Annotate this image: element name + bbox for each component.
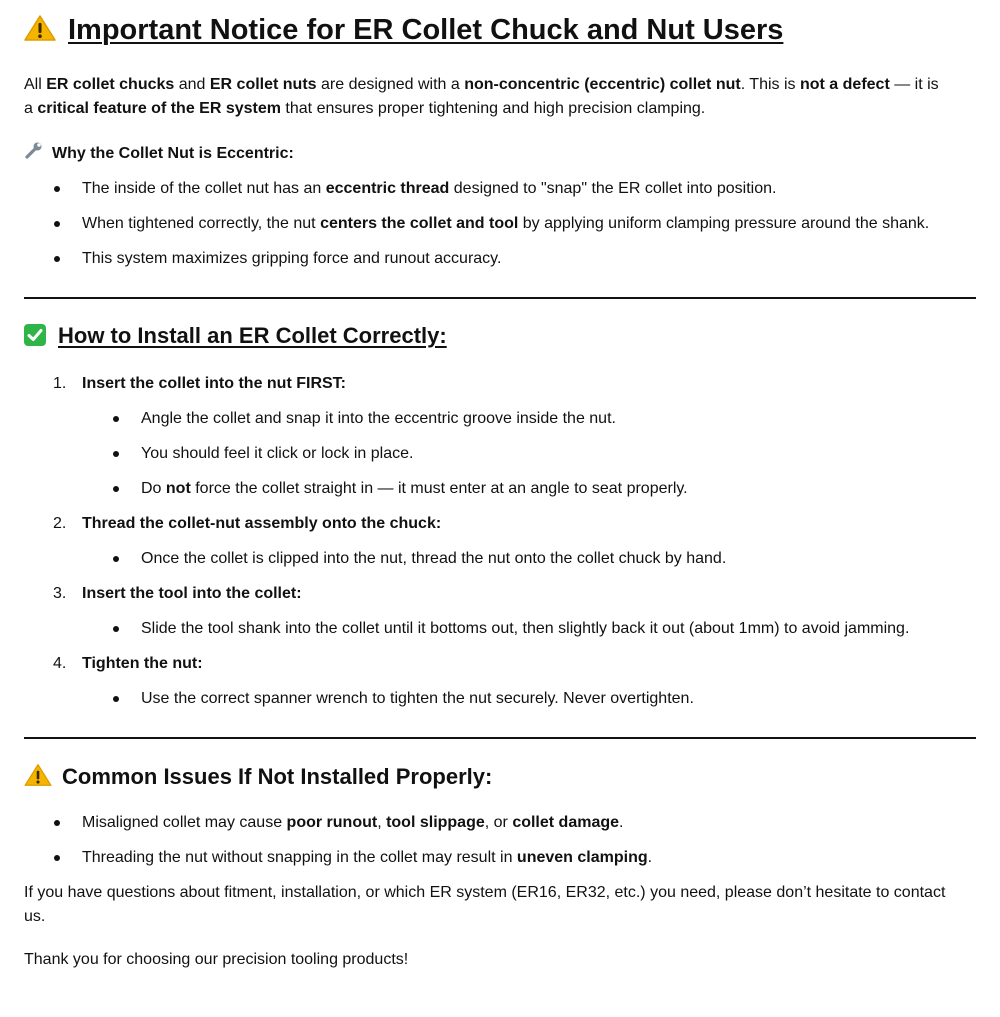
step-title: Tighten the nut: [82,655,203,672]
install-heading [24,323,447,349]
install-step [53,512,953,536]
bold-phrase: uneven clamping [516,849,648,866]
why-bullet-list [24,177,929,282]
why-heading [24,142,294,168]
step-bullet-list [24,687,694,722]
bullet-text [141,480,688,497]
step-title: Insert the collet into the nut FIRST: [82,375,346,392]
text-run: When tightened correctly, the nut [82,215,321,232]
bullet-dot [54,820,60,826]
text-run: that ensures proper tightening and high precision clamping. [280,100,706,117]
text-run: a [24,100,38,117]
bold-phrase: eccentric thread [325,180,450,197]
text-run: Use the correct spanner wrench to tighten the nut securely. Never overtighten. [141,690,694,707]
bullet-text [82,250,501,267]
bullet-item [24,477,688,501]
text-run: Misaligned collet may cause [82,814,287,831]
text-run: You should feel it click or lock in place. [141,445,414,462]
bold-phrase: non-concentric (eccentric) collet nut [464,76,741,93]
text-run: Angle the collet and snap it into the eccentric groove inside the nut. [141,410,616,427]
bullet-text [141,550,726,567]
bullet-item [24,811,652,835]
divider [24,737,976,739]
text-run: . [647,849,653,866]
contact-line-2: us. [24,908,46,925]
text-run: are designed with a [316,76,465,93]
text-run: Do [141,480,166,497]
page-title [24,14,783,50]
step-number: 3. [53,585,67,602]
thanks-text: Thank you for choosing our precision tooling products! [24,951,409,968]
text-run: Once the collet is clipped into the nut, thread the nut onto the collet chuck by hand. [141,550,727,567]
bullet-text [141,620,909,637]
bullet-item [24,247,929,271]
bullet-dot [113,696,119,702]
warning-icon [24,14,56,50]
step-bullet-list [24,407,688,512]
text-run: force the collet straight in — it must enter at an angle to seat properly. [190,480,688,497]
intro-paragraph [24,73,939,121]
bullet-text [141,410,616,427]
warning-icon [24,763,52,793]
bullet-dot [113,451,119,457]
bullet-dot [54,221,60,227]
bold-phrase: collet damage [512,814,620,831]
install-heading-text: How to Install an ER Collet Correctly: [58,323,447,348]
bullet-item [24,407,688,431]
intro-line-1 [24,73,939,97]
bullet-item [24,846,652,870]
step-number: 4. [53,655,67,672]
bullet-text [141,445,413,462]
step-number: 2. [53,515,67,532]
text-run: The inside of the collet nut has an [82,180,326,197]
text-run: , [377,814,387,831]
bullet-text [82,180,776,197]
install-step [53,652,953,676]
contact-line-1: If you have questions about fitment, installation, or which ER system (ER16, ER32, etc.) you need, please don’t hesitate to contact [24,884,946,901]
bullet-dot [54,855,60,861]
text-run: designed to "snap" the ER collet into position. [449,180,777,197]
bullet-item [24,547,726,571]
bullet-dot [113,556,119,562]
bold-phrase: centers the collet and tool [320,215,519,232]
bullet-text [82,849,652,866]
issues-heading-text: Common Issues If Not Installed Properly: [62,764,493,789]
divider [24,297,976,299]
text-run: . This is [740,76,800,93]
bold-phrase: tool slippage [386,814,485,831]
text-run: Threading the nut without snapping in the collet may result in [82,849,517,866]
bold-phrase: ER collet chucks [46,76,175,93]
bullet-dot [54,186,60,192]
bold-phrase: not [165,480,191,497]
install-step [53,372,953,396]
bold-phrase: critical feature of the ER system [37,100,281,117]
intro-line-2 [24,97,939,121]
bullet-dot [113,416,119,422]
text-run: — it is [889,76,939,93]
bullet-dot [54,256,60,262]
bold-phrase: ER collet nuts [209,76,317,93]
bullet-item [24,212,929,236]
bullet-dot [113,486,119,492]
bullet-dot [113,626,119,632]
text-run: and [174,76,210,93]
text-run: All [24,76,47,93]
bullet-item [24,442,688,466]
step-title: Thread the collet-nut assembly onto the chuck: [82,515,442,532]
step-number: 1. [53,375,67,392]
bold-phrase: poor runout [286,814,378,831]
bullet-item [24,177,929,201]
bullet-item [24,687,694,711]
text-run: , or [484,814,513,831]
step-bullet-list [24,547,726,582]
bullet-text [82,215,929,232]
install-step [53,582,953,606]
contact-paragraph [24,881,945,929]
wrench-icon [24,142,44,168]
bullet-item [24,617,909,641]
issues-bullet-list [24,811,652,881]
check-icon [24,324,46,346]
step-title: Insert the tool into the collet: [82,585,302,602]
text-run: by applying uniform clamping pressure around the shank. [518,215,930,232]
bullet-text [82,814,623,831]
step-bullet-list [24,617,909,652]
text-run: . [619,814,624,831]
bold-phrase: not a defect [799,76,890,93]
text-run: Slide the tool shank into the collet until it bottoms out, then slightly back it out (about 1mm) to avoid jamming. [141,620,910,637]
text-run: This system maximizes gripping force and runout accuracy. [82,250,502,267]
why-heading-text: Why the Collet Nut is Eccentric: [52,145,294,162]
page-title-text: Important Notice for ER Collet Chuck and Nut Users [68,14,784,46]
issues-heading [24,763,492,793]
bullet-text [141,690,694,707]
